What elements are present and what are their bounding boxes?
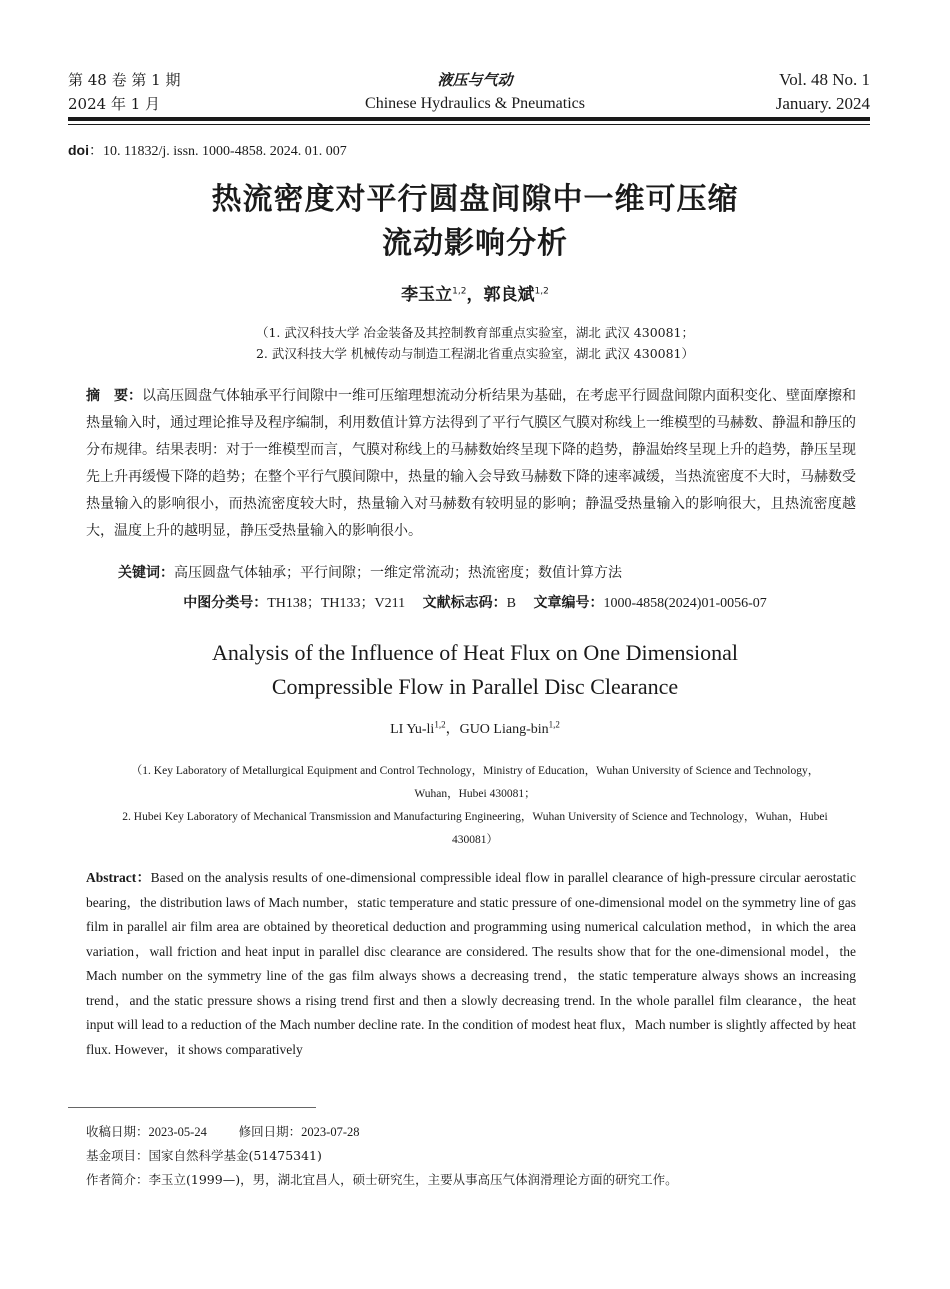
revised-date: 2023-07-28	[301, 1125, 360, 1139]
abstract-en-label: Abstract：	[86, 870, 151, 885]
title-cn	[0, 178, 950, 266]
doi-value[interactable]: 10. 11832/j. issn. 1000-4858. 2024. 01. 007	[103, 144, 347, 159]
keywords-cn-text: 高压圆盘气体轴承；平行间隙；一维定常流动；热流密度；数值计算方法	[174, 565, 622, 581]
abstract-en-text: Based on the analysis results of one-dimensional compressible ideal flow in parallel clearance of high-pressure circular aerostatic bearing，the distribution laws of Mach number，static temperature and static pressure of one-dimensional model on the symmetry line of gas film in parallel air film area are obtained by theoretical deduction and programming using numerical calculation method，in which the area variation，wall friction and heat input in parallel disc clearance are considered. The results show that for the one-dimensional model，the Mach number on the symmetry line of the gas film always shows a decreasing trend，the static temperature always shows an increasing trend，and the static pressure shows a rising trend first and then a slowly decreasing trend. In the whole parallel film clearance，the heat input will lead to a reduction of the Mach number decline rate. In the condition of modest heat flux，Mach number is slightly affected by heat flux. However，it shows comparatively	[86, 870, 856, 1057]
affiliation-cn-1: （1. 武汉科技大学 冶金装备及其控制教育部重点实验室，湖北 武汉 430081；	[255, 325, 695, 340]
date-en: January. 2024	[775, 94, 870, 113]
journal-issue-en	[776, 68, 870, 116]
authors-cn	[0, 280, 950, 305]
author-1-en: LI Yu-li	[390, 722, 435, 737]
title-cn-line1: 热流密度对平行圆盘间隙中一维可压缩	[211, 182, 739, 217]
journal-name-en: Chinese Hydraulics & Pneumatics	[365, 95, 585, 112]
date-cn: 2024 年 1 月	[68, 95, 161, 113]
author-2-cn-affil: 1,2	[534, 286, 549, 297]
received-date: 2023-05-24	[148, 1125, 207, 1139]
footnote-fund: 基金项目：国家自然科学基金(51475341)	[86, 1148, 322, 1163]
affiliations-en	[110, 760, 840, 852]
abstract-cn	[86, 383, 856, 545]
title-en	[0, 636, 950, 704]
abstract-cn-label: 摘 要：	[86, 388, 142, 404]
article-number-value: 1000-4858(2024)01-0056-07	[603, 596, 767, 611]
clc-label: 中图分类号：	[183, 595, 268, 611]
affiliation-cn-2: 2. 武汉科技大学 机械传动与制造工程湖北省重点实验室，湖北 武汉 430081）	[255, 346, 695, 361]
title-en-line1: Analysis of the Influence of Heat Flux on One Dimensional	[211, 640, 739, 665]
affiliations-cn	[0, 322, 950, 364]
title-en-line2: Compressible Flow in Parallel Disc Clearance	[271, 674, 679, 699]
header-rule-thin	[68, 124, 870, 125]
author-2-en: GUO Liang-bin	[459, 722, 549, 737]
footnote-dates	[86, 1120, 886, 1144]
affiliation-en-2: 2. Hubei Key Laboratory of Mechanical Transmission and Manufacturing Engineering，Wuhan University of Science and Technology，Wuhan，Hubei 430081）	[122, 811, 828, 846]
doc-code-value: B	[506, 596, 516, 611]
footnote-author-bio: 作者简介：李玉立(1999—)，男，湖北宜昌人，硕士研究生，主要从事高压气体润滑理论方面的研究工作。	[86, 1172, 678, 1187]
doi-separator: ：	[89, 144, 103, 159]
keywords-cn-label: 关键词：	[118, 565, 174, 581]
doi-label: doi	[68, 142, 89, 158]
authors-en	[0, 718, 950, 738]
revised-label: 修回日期：	[238, 1124, 302, 1139]
volume-issue-en: Vol. 48 No. 1	[779, 70, 870, 89]
received-label: 收稿日期：	[86, 1124, 149, 1139]
abstract-cn-text: 以高压圆盘气体轴承平行间隙中一维可压缩理想流动分析结果为基础，在考虑平行圆盘间隙内面积变化、壁面摩擦和热量输入时，通过理论推导及程序编制，利用数值计算方法得到了平行气膜区气膜对称线上一维模型的马赫数、静温和静压的分布规律。结果表明：对于一维模型而言，气膜对称线上的马赫数始终呈现下降的趋势，静温始终呈现上升的趋势，静压呈现先上升再缓慢下降的趋势；在整个平行气膜间隙中，热量的输入会导致马赫数下降的速率减缓，当热流密度不大时，马赫数受热量输入的影响很小，而热流密度较大时，热量输入对马赫数有较明显的影响；静温受热量输入的影响很大，且热流密度越大，温度上升的越明显，静压受热量输入的影响很小。	[86, 388, 856, 539]
header-rule-thick	[68, 117, 870, 121]
clc-value: TH138；TH133；V211	[267, 596, 406, 611]
doi-line	[68, 140, 347, 160]
author-1-en-affil: 1,2	[434, 719, 446, 730]
author-2-en-affil: 1,2	[548, 719, 560, 730]
author-sep-cn: ，	[466, 285, 484, 305]
title-cn-line2: 流动影响分析	[382, 226, 568, 261]
author-2-cn: 郭良斌	[483, 285, 535, 305]
abstract-en	[86, 866, 856, 1062]
article-number-label: 文章编号：	[533, 595, 604, 611]
affiliation-en-1: （1. Key Laboratory of Metallurgical Equipment and Control Technology，Ministry of Education，Wuhan University of Science and Technology，Wuhan，Hubei 430081；	[130, 765, 820, 800]
journal-name-cn: 液压与气动	[437, 71, 513, 89]
doc-code-label: 文献标志码：	[422, 595, 507, 611]
keywords-cn	[118, 560, 858, 586]
classification-line	[0, 590, 950, 617]
footnotes	[86, 1120, 886, 1192]
author-sep-en: ，	[445, 722, 460, 737]
author-1-cn: 李玉立	[401, 285, 453, 305]
footnote-rule	[68, 1107, 316, 1108]
volume-issue-cn: 第 48 卷 第 1 期	[68, 71, 181, 89]
author-1-cn-affil: 1,2	[452, 286, 467, 297]
